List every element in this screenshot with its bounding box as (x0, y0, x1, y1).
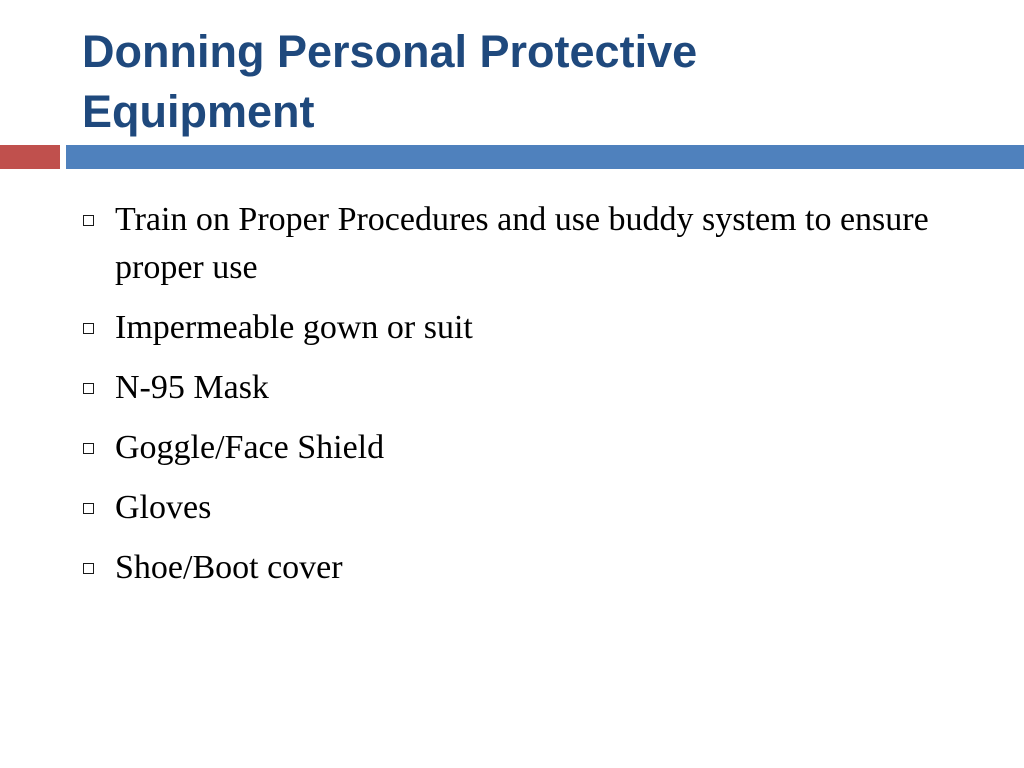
bullet-item-mask (80, 364, 980, 412)
bullet-item-boot-cover (80, 544, 980, 592)
bullet-text: Impermeable gown or suit (115, 309, 473, 346)
bullet-text: N-95 Mask (115, 369, 269, 406)
bullet-text: Shoe/Boot cover (115, 549, 343, 586)
bullet-item-gown (80, 304, 980, 352)
bullet-text: Train on Proper Procedures and use buddy system to ensure proper use (115, 201, 929, 286)
hollow-square-icon (83, 383, 94, 394)
title-accent-bar (0, 145, 60, 169)
slide-title-line-2: Equipment (82, 86, 315, 137)
bullet-text: Gloves (115, 489, 212, 526)
title-divider-bar (66, 145, 1024, 169)
hollow-square-icon (83, 563, 94, 574)
slide-title-line-1: Donning Personal Protective (82, 26, 698, 77)
bullet-list (80, 196, 980, 604)
bullet-item-face-shield (80, 424, 980, 472)
bullet-text: Goggle/Face Shield (115, 429, 385, 466)
hollow-square-icon (83, 215, 94, 226)
hollow-square-icon (83, 503, 94, 514)
hollow-square-icon (83, 443, 94, 454)
slide-title (82, 22, 1002, 142)
bullet-item-gloves (80, 484, 980, 532)
hollow-square-icon (83, 323, 94, 334)
bullet-item-train (80, 196, 980, 292)
